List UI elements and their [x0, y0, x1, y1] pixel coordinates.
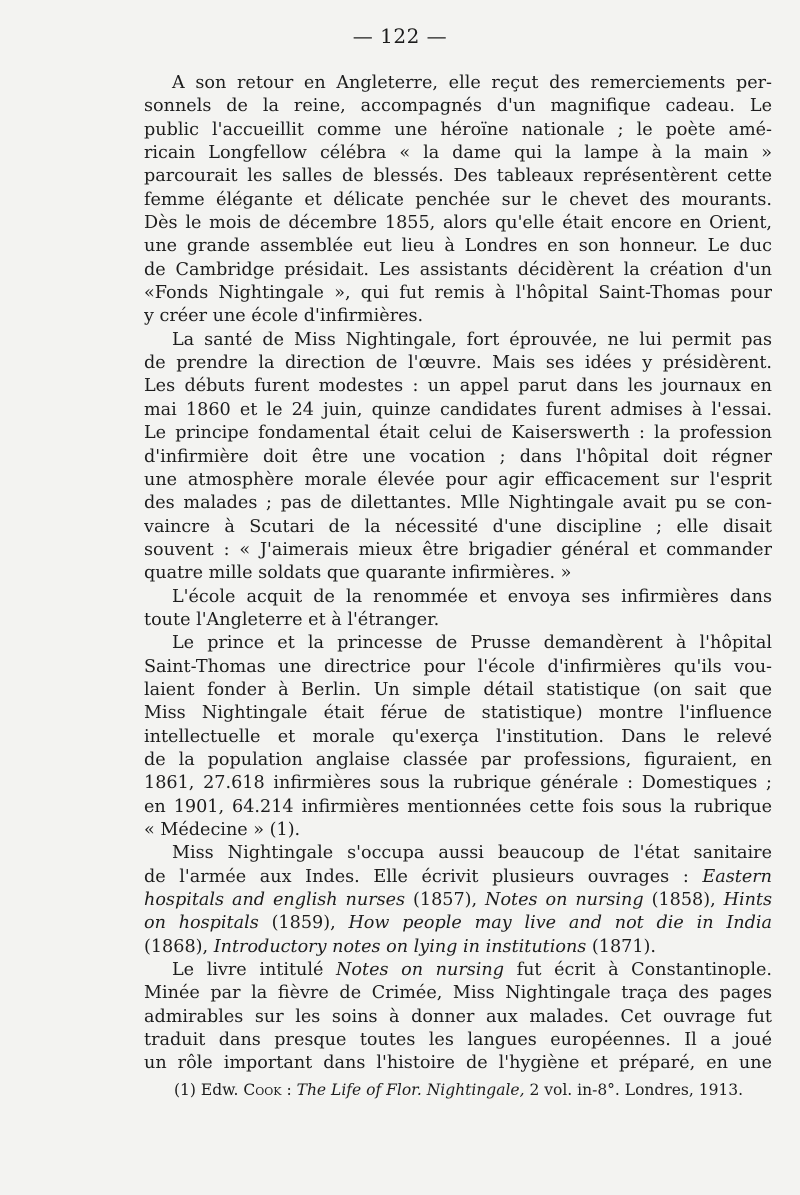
text-line	[144, 656, 772, 679]
text-line	[144, 72, 772, 95]
text-line	[144, 959, 772, 982]
text-segment: Minée par la fièvre de Crimée, Miss Nightingale traça des pages	[144, 983, 772, 1004]
text-segment: «Fonds Nightingale », qui fut remis à l'hôpital Saint-Thomas pour	[144, 283, 772, 304]
text-segment: de la population anglaise classée par professions, figuraient, en	[144, 749, 772, 770]
text-line	[144, 282, 772, 305]
text-segment: de Cambridge présidait. Les assistants décidèrent la création d'un	[144, 259, 772, 280]
text-segment: femme élégante et délicate penchée sur le chevet des mourants.	[144, 189, 772, 210]
text-segment: (1868),	[144, 936, 214, 957]
text-segment: ricain Longfellow célébra « la dame qui la lampe à la main »	[144, 143, 772, 164]
text-segment: (1857),	[405, 890, 486, 911]
text-line	[144, 562, 772, 585]
text-line	[144, 679, 772, 702]
text-line	[144, 235, 772, 258]
text-line	[144, 212, 772, 235]
text-segment: y créer une école d'infirmières.	[144, 306, 424, 327]
text-line	[144, 329, 772, 352]
text-segment: intellectuelle et morale qu'exerça l'institution. Dans le relevé	[144, 726, 772, 747]
footnote-marker: (1) Edw.	[174, 1081, 244, 1099]
text-line	[144, 399, 772, 422]
text-segment: une atmosphère morale élevée pour agir efficacement sur l'esprit	[144, 469, 772, 490]
page-number: — 122 —	[352, 24, 448, 48]
text-segment: souvent : « J'aimerais mieux être brigadier général et commander	[144, 539, 772, 560]
text-line	[144, 726, 772, 749]
text-segment: « Médecine » (1).	[144, 820, 301, 840]
text-segment: quatre mille soldats que quarante infirmières. »	[144, 563, 572, 584]
text-segment: Les débuts furent modestes : un appel parut dans les journaux en	[144, 376, 772, 397]
text-segment: de l'armée aux Indes. Elle écrivit plusieurs ouvrages :	[144, 866, 703, 887]
text-line	[144, 422, 772, 445]
text-line	[144, 259, 772, 282]
text-segment: La santé de Miss Nightingale, fort éprouvée, ne lui permit pas	[172, 329, 772, 350]
text-line	[144, 189, 772, 212]
text-segment: d'infirmière doit être une vocation ; dans l'hôpital doit régner	[144, 446, 772, 467]
text-segment: une grande assemblée eut lieu à Londres en son honneur. Le duc	[144, 236, 772, 257]
body-text	[144, 72, 772, 1076]
text-line	[144, 586, 772, 609]
text-line	[144, 446, 772, 469]
footnote-title: The Life of Flor. Nightingale,	[296, 1081, 525, 1099]
text-segment: des malades ; pas de dilettantes. Mlle Nightingale avait pu se con-	[144, 493, 772, 514]
text-line	[144, 632, 772, 655]
text-segment: L'école acquit de la renommée et envoya ses infirmières dans	[172, 586, 772, 607]
text-segment: fut écrit à Constantinople.	[503, 960, 772, 981]
text-segment: Miss Nightingale s'occupa aussi beaucoup de l'état sanitaire	[172, 843, 772, 864]
footnote-author: Cook	[243, 1081, 282, 1099]
text-line	[144, 352, 772, 375]
footnote-separator: :	[281, 1081, 297, 1099]
text-segment: Le principe fondamental était celui de Kaiserswerth : la profession	[144, 423, 772, 444]
text-line	[144, 1029, 772, 1052]
footnote-details: 2 vol. in-8°. Londres, 1913.	[524, 1081, 744, 1099]
text-line	[144, 842, 772, 865]
text-line	[144, 1006, 772, 1029]
text-segment: admirables sur les soins à donner aux malades. Cet ouvrage fut	[144, 1006, 772, 1027]
text-segment: vaincre à Scutari de la nécessité d'une discipline ; elle disait	[144, 516, 772, 537]
text-segment: traduit dans presque toutes les langues européennes. Il a joué	[144, 1030, 772, 1051]
text-segment: toute l'Angleterre et à l'étranger.	[144, 609, 440, 630]
text-line	[144, 119, 772, 142]
text-line	[144, 142, 772, 165]
text-segment: un rôle important dans l'histoire de l'hygiène et préparé, en une	[144, 1053, 772, 1074]
italic-title: Eastern	[702, 866, 772, 887]
text-segment: de prendre la direction de l'œuvre. Mais ses idées y présidèrent.	[144, 353, 772, 374]
italic-title: How people may live and not die in India	[348, 913, 772, 934]
text-segment: Le livre intitulé	[172, 960, 337, 981]
text-line	[144, 95, 772, 118]
text-segment: A son retour en Angleterre, elle reçut des remerciements per-	[172, 73, 772, 93]
italic-title: Notes on nursing	[485, 890, 644, 911]
italic-title: hospitals and english nurses	[144, 890, 406, 911]
text-segment: public l'accueillit comme une héroïne nationale ; le poète amé-	[144, 119, 772, 140]
text-line	[144, 796, 772, 819]
text-segment: (1859),	[258, 913, 349, 934]
italic-title: Hints	[723, 890, 772, 911]
text-segment: mai 1860 et le 24 juin, quinze candidates furent admises à l'essai.	[144, 399, 772, 420]
text-segment: Saint-Thomas une directrice pour l'école d'infirmières qu'ils vou-	[144, 656, 772, 677]
italic-title: Notes on nursing	[336, 960, 504, 981]
text-segment: parcourait les salles de blessés. Des tableaux représentèrent cette	[144, 166, 772, 187]
text-line	[144, 819, 772, 842]
text-line	[144, 539, 772, 562]
text-segment: Le prince et la princesse de Prusse demandèrent à l'hôpital	[172, 633, 772, 654]
text-line	[144, 702, 772, 725]
text-segment: 1861, 27.618 infirmières sous la rubrique générale : Domestiques ;	[144, 773, 772, 794]
text-line	[144, 889, 772, 912]
text-line	[144, 305, 772, 328]
text-line	[144, 1052, 772, 1075]
text-line	[144, 982, 772, 1005]
text-line	[144, 165, 772, 188]
text-segment: (1871).	[586, 936, 657, 957]
text-line	[144, 772, 772, 795]
text-line	[144, 492, 772, 515]
text-line	[144, 936, 772, 959]
text-line	[144, 375, 772, 398]
text-segment: laient fonder à Berlin. Un simple détail statistique (on sait que	[144, 679, 772, 700]
text-segment: en 1901, 64.214 infirmières mentionnées cette fois sous la rubrique	[144, 796, 772, 817]
italic-title: on hospitals	[144, 913, 259, 934]
text-line	[144, 912, 772, 935]
text-line	[144, 516, 772, 539]
text-segment: (1858),	[643, 890, 724, 911]
text-line	[144, 609, 772, 632]
text-line	[144, 866, 772, 889]
text-segment: Miss Nightingale était férue de statistique) montre l'influence	[144, 703, 772, 724]
italic-title: Introductory notes on lying in institutions	[213, 936, 587, 957]
text-line	[144, 469, 772, 492]
text-segment: sonnels de la reine, accompagnés d'un magnifique cadeau. Le	[144, 96, 772, 117]
text-line	[144, 749, 772, 772]
footnote	[174, 1081, 774, 1099]
text-segment: Dès le mois de décembre 1855, alors qu'elle était encore en Orient,	[144, 213, 772, 234]
